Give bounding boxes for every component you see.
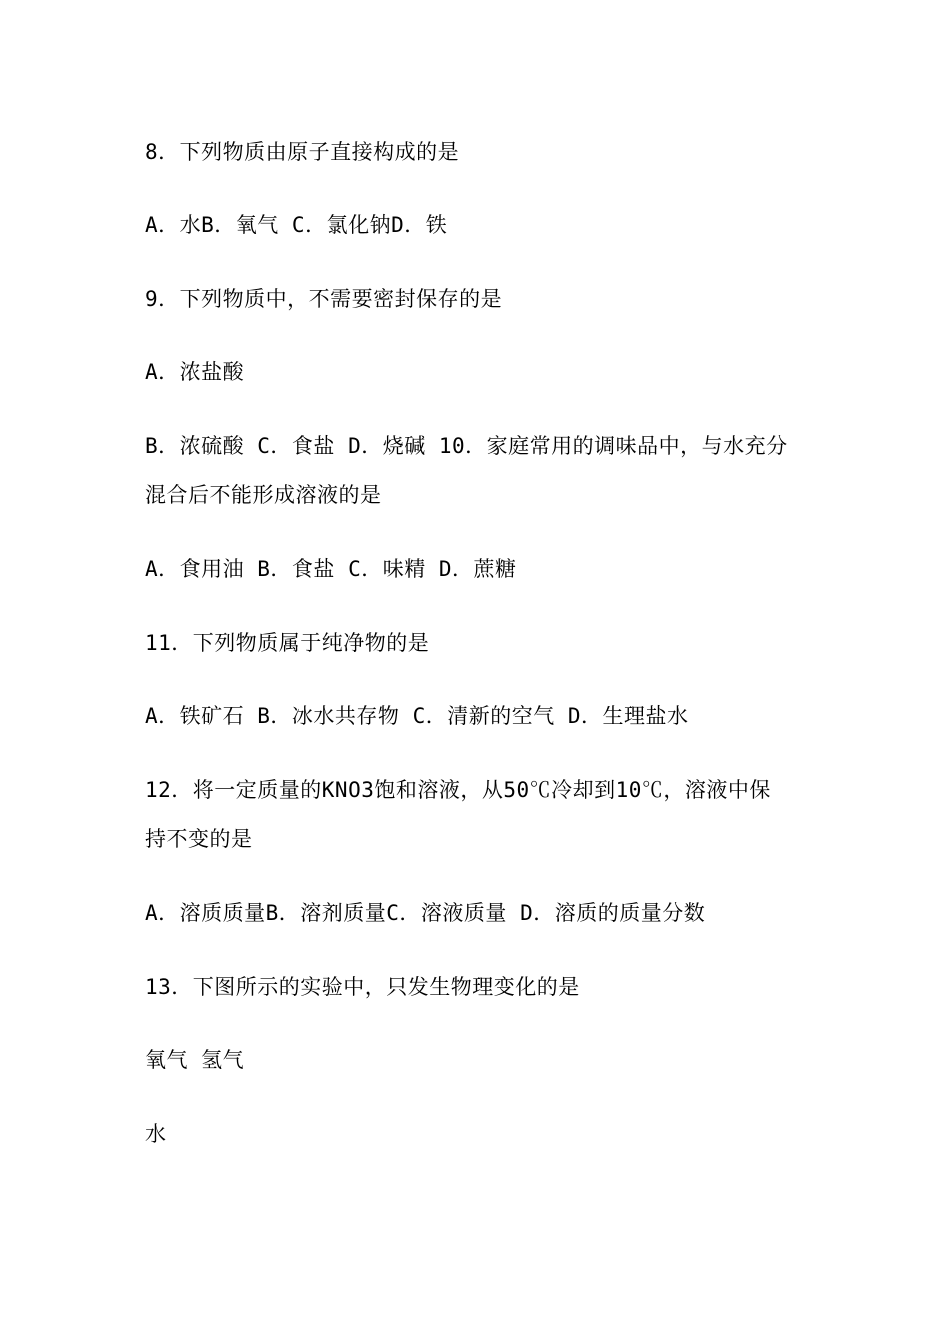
question-8-stem: 8．下列物质由原子直接构成的是 [145,140,460,164]
question-10-stem-continued: 混合后不能形成溶液的是 [145,483,382,507]
question-12-options: A．溶质质量B．溶剂质量C．溶液质量 D．溶质的质量分数 [145,901,706,925]
question-8-options: A．水B．氧气 C．氯化钠D．铁 [145,213,448,237]
question-10-options: A．食用油 B．食盐 C．味精 D．蔗糖 [145,557,517,581]
figure-label-water: 水 [145,1122,167,1146]
question-9-stem: 9．下列物质中，不需要密封保存的是 [145,287,503,311]
question-11-stem: 11．下列物质属于纯净物的是 [145,631,430,655]
question-9-option-a: A．浓盐酸 [145,360,245,384]
question-9-options-and-question-10-stem: B．浓硫酸 C．食盐 D．烧碱 10．家庭常用的调味品中，与水充分 [145,434,788,458]
figure-label-gases: 氧气 氢气 [145,1048,245,1072]
question-12-stem-continued: 持不变的是 [145,827,253,851]
question-13-stem: 13．下图所示的实验中，只发生物理变化的是 [145,975,580,999]
question-11-options: A．铁矿石 B．冰水共存物 C．清新的空气 D．生理盐水 [145,704,689,728]
question-12-stem: 12．将一定质量的KNO3饱和溶液，从50℃冷却到10℃，溶液中保 [145,778,771,802]
